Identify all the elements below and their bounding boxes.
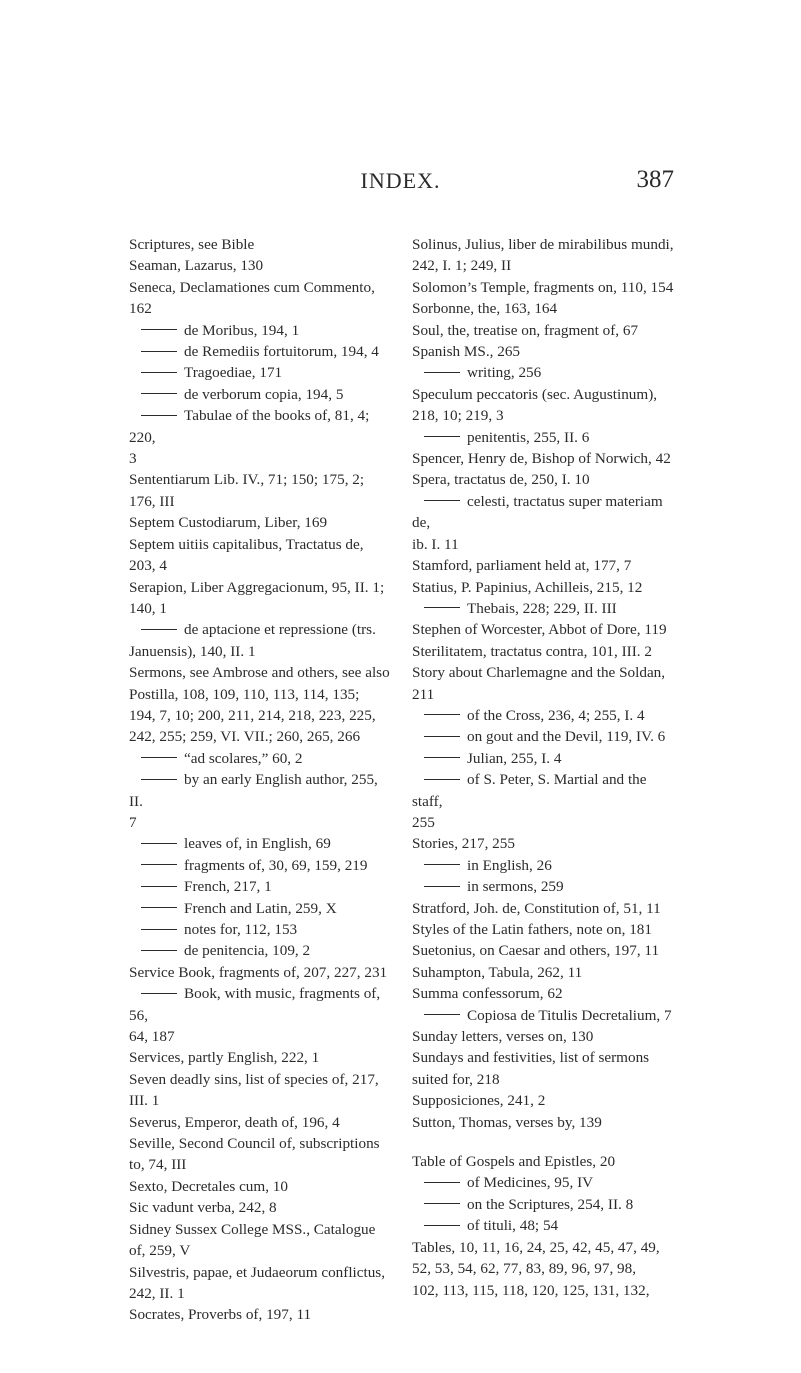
index-line: Solinus, Julius, liber de mirabilibus mundi,	[412, 236, 674, 253]
index-line	[129, 405, 391, 448]
index-entry	[129, 512, 391, 533]
index-entry	[412, 662, 675, 705]
ditto-dash	[141, 864, 177, 865]
index-line-text: on gout and the Devil, 119, IV. 6	[467, 728, 666, 746]
ditto-dash	[141, 393, 177, 394]
index-line: Spera, tractatus de, 250, I. 10	[412, 471, 590, 489]
index-line: 3	[129, 450, 137, 468]
ditto-dash	[424, 372, 460, 373]
index-line: 211	[412, 685, 435, 703]
index-line: Stephen of Worcester, Abbot of Dore, 119	[412, 621, 667, 639]
ditto-dash	[424, 1225, 460, 1226]
index-line	[412, 1172, 675, 1193]
index-line: III. 1	[129, 1092, 160, 1110]
index-entry	[412, 919, 675, 940]
index-subentry	[412, 726, 675, 747]
index-entry	[129, 1133, 391, 1176]
ditto-dash	[141, 993, 177, 994]
index-subentry	[412, 491, 675, 555]
index-line: suited for, 218	[412, 1070, 500, 1088]
index-line: 162	[129, 300, 152, 318]
index-line: Serapion, Liber Aggregacionum, 95, II. 1;	[129, 578, 385, 596]
index-subentry	[129, 405, 391, 469]
index-line: of, 259, V	[129, 1242, 191, 1260]
index-line-text: de penitencia, 109, 2	[184, 942, 311, 960]
index-column-left	[129, 234, 391, 1326]
index-line: Sterilitatem, tractatus contra, 101, III. 2	[412, 642, 652, 660]
index-line-text: de verborum copia, 194, 5	[184, 385, 344, 403]
index-line: Supposiciones, 241, 2	[412, 1092, 546, 1110]
index-line: Summa confessorum, 62	[412, 985, 563, 1003]
index-subentry	[129, 769, 391, 833]
ditto-dash	[141, 351, 177, 352]
index-entry	[412, 619, 675, 640]
index-line-text: of Medicines, 95, IV	[467, 1174, 594, 1192]
index-line-text: Copiosa de Titulis Decretalium, 7	[467, 1006, 672, 1024]
index-subentry	[412, 705, 675, 726]
index-line	[412, 1005, 675, 1026]
index-line: Table of Gospels and Epistles, 20	[412, 1153, 616, 1171]
index-entry	[412, 555, 675, 576]
section-gap	[412, 1133, 675, 1151]
index-line: Suhampton, Tabula, 262, 11	[412, 963, 583, 981]
index-line	[129, 919, 391, 940]
ditto-dash	[424, 1203, 460, 1204]
index-entry	[129, 577, 391, 620]
index-line	[129, 748, 391, 769]
index-line: 7	[129, 813, 137, 831]
index-line	[412, 427, 675, 448]
index-line: 255	[412, 813, 435, 831]
ditto-dash	[141, 950, 177, 951]
index-line-text: Thebais, 228; 229, II. III	[467, 599, 617, 617]
index-line-text: French, 217, 1	[184, 878, 272, 896]
index-subentry	[412, 598, 675, 619]
index-line-text: French and Latin, 259, X	[184, 899, 337, 917]
index-line	[412, 1215, 675, 1236]
index-entry	[412, 1237, 675, 1301]
index-subentry	[412, 1172, 675, 1193]
index-line: Severus, Emperor, death of, 196, 4	[129, 1113, 340, 1131]
ditto-dash	[141, 372, 177, 373]
index-subentry	[412, 855, 675, 876]
index-subentry	[129, 384, 391, 405]
index-entry	[412, 320, 675, 341]
index-entry	[412, 448, 675, 469]
index-line: Septem Custodiarum, Liber, 169	[129, 514, 328, 532]
index-line: Stories, 217, 255	[412, 835, 515, 853]
index-entry	[129, 277, 391, 320]
index-line-text: Book, with music, fragments of, 56,	[129, 985, 381, 1024]
index-entry	[412, 341, 675, 362]
index-entry	[412, 641, 675, 662]
index-line	[412, 855, 675, 876]
index-entry	[412, 983, 675, 1004]
ditto-dash	[424, 886, 460, 887]
index-subentry	[412, 769, 675, 833]
index-subentry	[412, 748, 675, 769]
index-entry	[129, 469, 391, 512]
index-subentry	[129, 983, 391, 1047]
ditto-dash	[424, 779, 460, 780]
index-subentry	[129, 855, 391, 876]
ditto-dash	[424, 1014, 460, 1015]
index-line: 52, 53, 54, 62, 77, 83, 89, 96, 97, 98,	[412, 1260, 637, 1278]
index-subentry	[412, 1215, 675, 1236]
index-line	[412, 705, 675, 726]
index-line	[412, 491, 675, 534]
index-line: Seneca, Declamationes cum Commento,	[129, 278, 375, 296]
index-line-text: “ad scolares,” 60, 2	[184, 749, 303, 767]
index-subentry	[129, 748, 391, 769]
index-entry	[412, 1112, 675, 1133]
index-subentry	[129, 320, 391, 341]
ditto-dash	[424, 436, 460, 437]
ditto-dash	[141, 779, 177, 780]
index-line-text: Julian, 255, I. 4	[467, 749, 562, 767]
index-entry	[129, 1069, 391, 1112]
ditto-dash	[141, 843, 177, 844]
index-column-right	[412, 234, 675, 1301]
ditto-dash	[424, 736, 460, 737]
index-entry	[412, 898, 675, 919]
index-line-text: writing, 256	[467, 364, 542, 382]
index-line: Socrates, Proverbs of, 197, 11	[129, 1306, 312, 1324]
index-line: Septem uitiis capitalibus, Tractatus de,	[129, 535, 364, 553]
index-entry	[412, 384, 675, 427]
index-line	[412, 362, 675, 383]
index-subentry	[129, 362, 391, 383]
ditto-dash	[424, 757, 460, 758]
index-entry	[412, 1090, 675, 1111]
index-entry	[412, 577, 675, 598]
ditto-dash	[141, 757, 177, 758]
ditto-dash	[141, 329, 177, 330]
index-line: Speculum peccatoris (sec. Augustinum),	[412, 385, 658, 403]
index-line: 176, III	[129, 492, 175, 510]
index-line	[129, 384, 391, 405]
index-entry	[129, 962, 391, 983]
index-line	[129, 898, 391, 919]
index-line: 64, 187	[129, 1028, 175, 1046]
index-line: 203, 4	[129, 557, 167, 575]
page-title: INDEX.	[360, 168, 441, 193]
index-line: Sententiarum Lib. IV., 71; 150; 175, 2;	[129, 471, 365, 489]
index-line: to, 74, III	[129, 1156, 187, 1174]
index-entry	[129, 1047, 391, 1068]
index-line: Soul, the, treatise on, fragment of, 67	[412, 321, 639, 339]
ditto-dash	[424, 500, 460, 501]
index-entry	[412, 234, 675, 277]
ditto-dash	[141, 415, 177, 416]
index-entry	[129, 534, 391, 577]
index-line-text: in sermons, 259	[467, 878, 564, 896]
index-line	[129, 341, 391, 362]
index-line-text: Tabulae of the books of, 81, 4; 220,	[129, 407, 370, 446]
index-line-text: fragments of, 30, 69, 159, 219	[184, 856, 368, 874]
index-line-text: of tituli, 48; 54	[467, 1217, 559, 1235]
ditto-dash	[141, 886, 177, 887]
page-number: 387	[636, 166, 674, 193]
index-subentry	[129, 619, 391, 662]
index-subentry	[129, 833, 391, 854]
index-entry	[129, 1262, 391, 1305]
ditto-dash	[424, 1182, 460, 1183]
index-line: Sidney Sussex College MSS., Catalogue	[129, 1220, 376, 1238]
index-line: Sunday letters, verses on, 130	[412, 1028, 594, 1046]
index-line	[129, 362, 391, 383]
index-line-text: of S. Peter, S. Martial and the staff,	[412, 771, 647, 810]
index-line: 242, I. 1; 249, II	[412, 257, 512, 275]
index-line: 140, 1	[129, 599, 167, 617]
index-line-text: penitentis, 255, II. 6	[467, 428, 590, 446]
index-line	[129, 320, 391, 341]
index-line: Solomon’s Temple, fragments on, 110, 154	[412, 278, 674, 296]
index-subentry	[412, 362, 675, 383]
index-line: Seaman, Lazarus, 130	[129, 257, 264, 275]
index-line: Stratford, Joh. de, Constitution of, 51, 11	[412, 899, 661, 917]
index-line: Spanish MS., 265	[412, 343, 521, 361]
index-line: Sermons, see Ambrose and others, see also	[129, 664, 390, 682]
index-line: Sorbonne, the, 163, 164	[412, 300, 558, 318]
ditto-dash	[141, 629, 177, 630]
index-entry	[412, 469, 675, 490]
index-line: Sutton, Thomas, verses by, 139	[412, 1113, 602, 1131]
index-line	[129, 940, 391, 961]
index-line: 242, 255; 259, VI. VII.; 260, 265, 266	[129, 728, 361, 746]
index-line-text: leaves of, in English, 69	[184, 835, 331, 853]
index-line	[412, 876, 675, 897]
index-entry	[412, 962, 675, 983]
index-line-text: in English, 26	[467, 856, 552, 874]
index-line	[412, 598, 675, 619]
index-line: Seven deadly sins, list of species of, 217,	[129, 1070, 379, 1088]
index-line: Suetonius, on Caesar and others, 197, 11	[412, 942, 660, 960]
index-line: Januensis), 140, II. 1	[129, 642, 256, 660]
page-header	[0, 168, 801, 208]
index-subentry	[412, 876, 675, 897]
index-line-text: Tragoediae, 171	[184, 364, 283, 382]
index-line-text: de aptacione et repressione (trs.	[184, 621, 376, 639]
index-line: Seville, Second Council of, subscriptions	[129, 1135, 380, 1153]
index-entry	[129, 1197, 391, 1218]
index-line: Services, partly English, 222, 1	[129, 1049, 320, 1067]
ditto-dash	[141, 929, 177, 930]
index-line	[129, 619, 391, 640]
index-line-text: of the Cross, 236, 4; 255, I. 4	[467, 706, 645, 724]
index-line	[129, 833, 391, 854]
index-line: Sundays and festivities, list of sermons	[412, 1049, 650, 1067]
index-line-text: de Remediis fortuitorum, 194, 4	[184, 343, 379, 361]
index-line: Spencer, Henry de, Bishop of Norwich, 42	[412, 450, 671, 468]
index-line	[129, 876, 391, 897]
index-subentry	[129, 919, 391, 940]
index-subentry	[129, 898, 391, 919]
index-subentry	[412, 1194, 675, 1215]
index-line: 102, 113, 115, 118, 120, 125, 131, 132,	[412, 1281, 650, 1299]
index-line: Scriptures, see Bible	[129, 236, 255, 253]
index-entry	[129, 662, 391, 748]
index-line-text: de Moribus, 194, 1	[184, 321, 300, 339]
index-entry	[412, 833, 675, 854]
index-line: Stamford, parliament held at, 177, 7	[412, 557, 632, 575]
index-line	[412, 769, 675, 812]
index-entry	[129, 255, 391, 276]
index-entry	[412, 1151, 675, 1172]
index-line-text: on the Scriptures, 254, II. 8	[467, 1195, 634, 1213]
index-line: Silvestris, papae, et Judaeorum conflictus,	[129, 1263, 386, 1281]
index-line: Statius, P. Papinius, Achilleis, 215, 12	[412, 578, 643, 596]
index-line: Story about Charlemagne and the Soldan,	[412, 664, 666, 682]
index-entry	[412, 940, 675, 961]
ditto-dash	[424, 607, 460, 608]
index-line: Sexto, Decretales cum, 10	[129, 1177, 288, 1195]
ditto-dash	[424, 714, 460, 715]
index-entry	[412, 1047, 675, 1090]
index-line	[412, 726, 675, 747]
index-subentry	[129, 341, 391, 362]
index-line-text: by an early English author, 255, II.	[129, 771, 378, 810]
index-subentry	[129, 940, 391, 961]
index-line: 218, 10; 219, 3	[412, 407, 504, 425]
index-line: Sic vadunt verba, 242, 8	[129, 1199, 277, 1217]
index-entry	[412, 298, 675, 319]
index-line	[129, 983, 391, 1026]
index-line	[412, 748, 675, 769]
index-line: Postilla, 108, 109, 110, 113, 114, 135;	[129, 685, 360, 703]
index-line	[129, 769, 391, 812]
index-entry	[412, 1026, 675, 1047]
index-line: Styles of the Latin fathers, note on, 181	[412, 921, 652, 938]
index-entry	[129, 1219, 391, 1262]
ditto-dash	[424, 864, 460, 865]
index-subentry	[129, 876, 391, 897]
index-entry	[412, 277, 675, 298]
index-line: 194, 7, 10; 200, 211, 214, 218, 223, 225,	[129, 706, 376, 724]
index-subentry	[412, 427, 675, 448]
index-subentry	[412, 1005, 675, 1026]
ditto-dash	[141, 907, 177, 908]
index-line: Tables, 10, 11, 16, 24, 25, 42, 45, 47, 49,	[412, 1238, 660, 1256]
index-entry	[129, 234, 391, 255]
index-line	[412, 1194, 675, 1215]
index-line-text: notes for, 112, 153	[184, 921, 298, 938]
index-line: 242, II. 1	[129, 1284, 185, 1302]
index-line: Service Book, fragments of, 207, 227, 231	[129, 963, 388, 981]
index-entry	[129, 1176, 391, 1197]
index-entry	[129, 1112, 391, 1133]
index-line: ib. I. 11	[412, 535, 459, 553]
index-line-text: celesti, tractatus super materiam de,	[412, 492, 663, 532]
index-line	[129, 855, 391, 876]
index-entry	[129, 1304, 391, 1325]
